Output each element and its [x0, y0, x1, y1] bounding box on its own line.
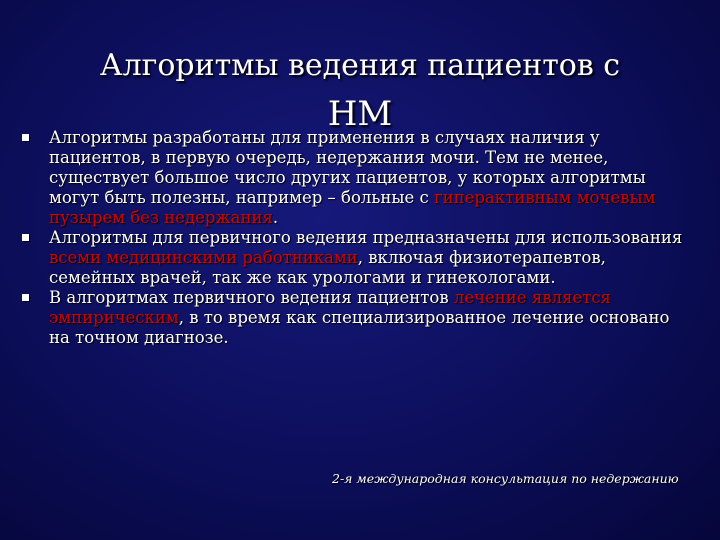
square-bullet-icon [22, 234, 29, 241]
slide-title [40, 44, 680, 140]
bullet-item [22, 128, 694, 228]
bullet-text-segment: , включая физиотерапевтов, семейных врачей, так же как урологами и гинекологами. [49, 248, 606, 287]
bullet-text-segment: В алгоритмах первичного ведения пациентов [49, 288, 454, 307]
bullet-text-segment: , в то время как специализированное лечение основано на точном диагнозе. [49, 308, 670, 347]
bullet-text [49, 128, 655, 227]
square-bullet-icon [22, 134, 29, 141]
bullet-text [49, 288, 669, 347]
bullet-text-segment: Алгоритмы для первичного ведения предназначены для использования [49, 228, 683, 247]
slide-title-line1: Алгоритмы ведения пациентов с [99, 48, 621, 84]
bullet-text [49, 228, 682, 287]
square-bullet-icon [22, 294, 29, 301]
slide-title-line2: НМ [327, 94, 393, 135]
bullet-highlight: всеми медицинскими работниками [49, 248, 358, 267]
bullet-item [22, 228, 694, 288]
bullet-text-segment: . [272, 208, 279, 227]
bullet-highlight: гиперактивным мочевым пузырем без недержания [49, 188, 656, 227]
bullet-highlight: лечение является эмпирическим [49, 288, 611, 327]
bullet-text-segment: Алгоритмы разработаны для применения в случаях наличия у пациентов, в первую очередь, недержания мочи. Тем не менее, существует большое число других пациентов, у которых алгоритмы могут быть полезны, например – больные с [49, 128, 646, 207]
bullet-item [22, 288, 694, 348]
bullet-list [22, 128, 694, 348]
source-citation: 2-я международная консультация по недержанию [332, 471, 679, 486]
